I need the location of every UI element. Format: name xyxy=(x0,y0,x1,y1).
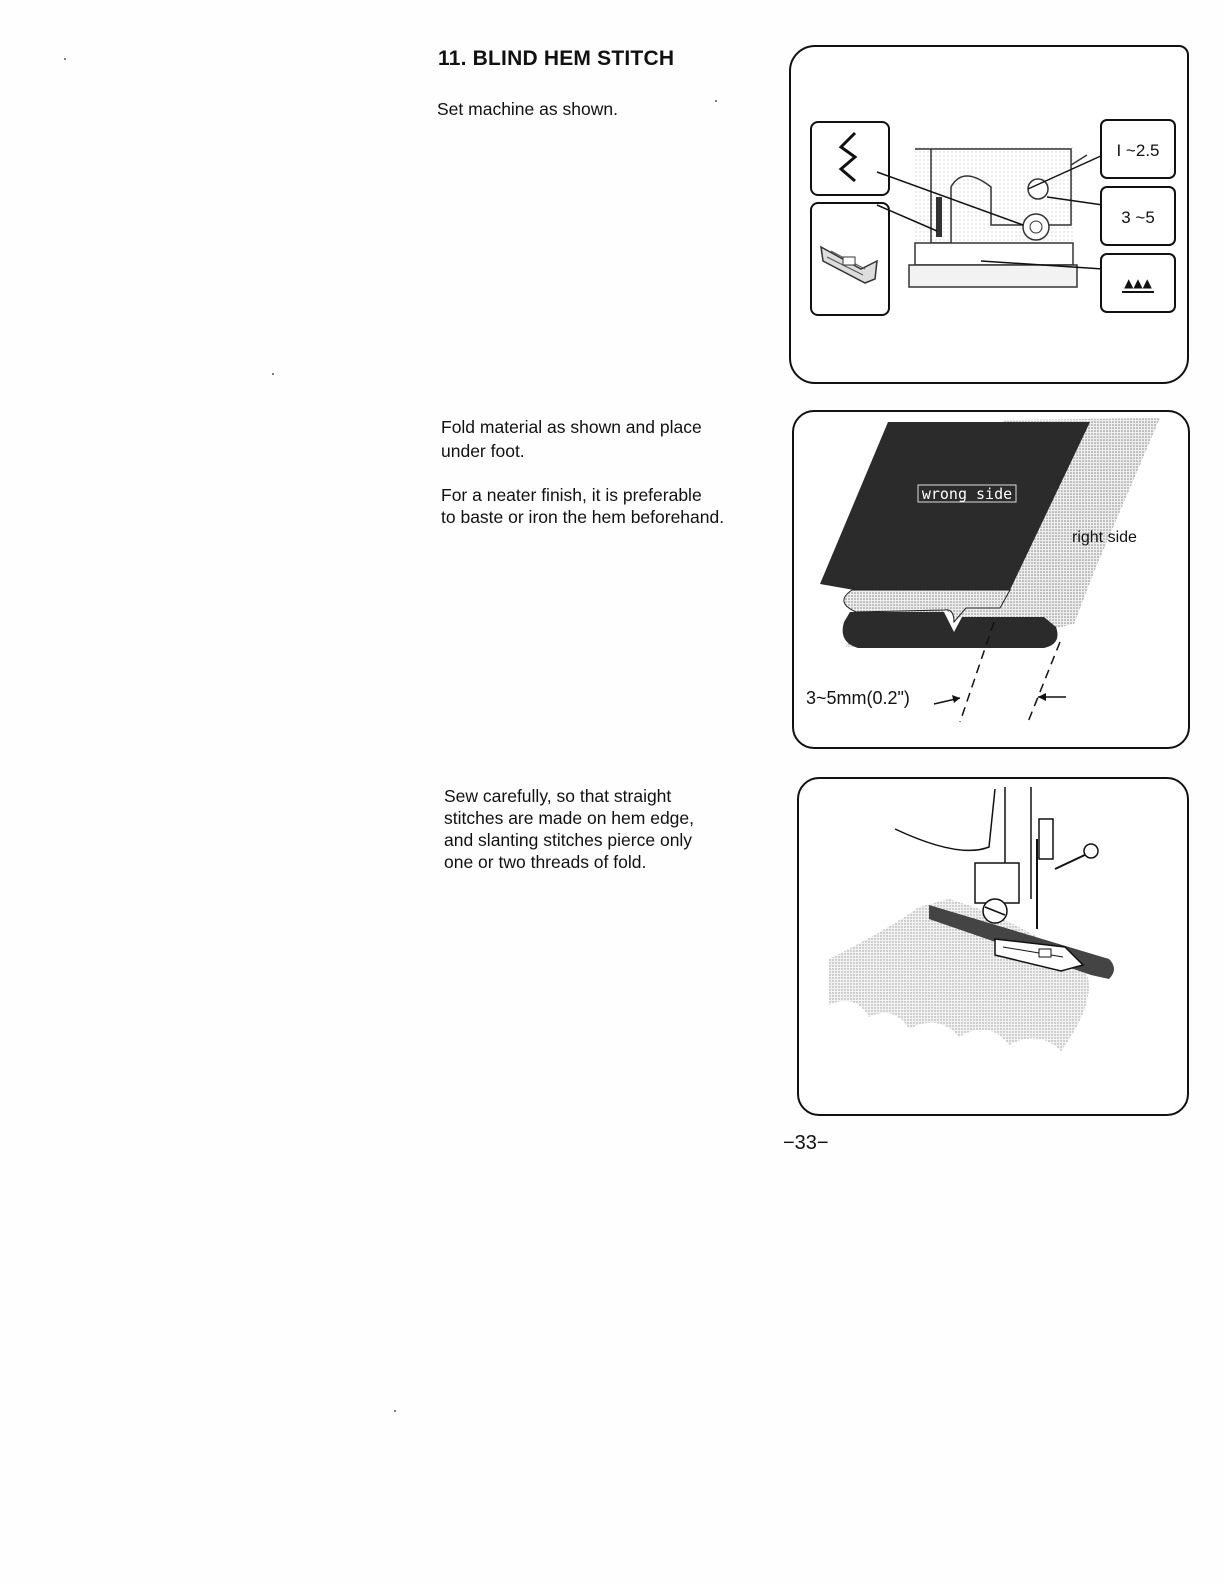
fold-instruction-line1: Fold material as shown and place xyxy=(441,417,702,437)
stitch-length-value: 3 ~5 xyxy=(1121,208,1155,227)
sewing-figure xyxy=(797,777,1189,1116)
blind-hem-pattern-icon xyxy=(811,122,889,195)
right-side-label: right side xyxy=(1072,529,1137,546)
presser-foot-icon xyxy=(811,203,889,315)
finish-instruction-line1: For a neater finish, it is preferable xyxy=(441,485,702,505)
scan-speck xyxy=(272,373,274,375)
sew-instruction-line2: stitches are made on hem edge, xyxy=(444,808,695,828)
sewing-machine-icon xyxy=(877,147,1103,287)
finish-instruction-line2: to baste or iron the hem beforehand. xyxy=(441,507,725,527)
setup-instruction: Set machine as shown. xyxy=(437,99,618,119)
fold-instruction-line2: under foot. xyxy=(441,441,525,461)
sew-instruction-line1: Sew carefully, so that straight xyxy=(444,786,672,806)
fold-diagram-figure xyxy=(792,410,1190,749)
sew-instruction-line3: and slanting stitches pierce only xyxy=(444,830,693,850)
page-number: −33− xyxy=(783,1132,829,1154)
stitch-width-value: I ~2.5 xyxy=(1116,141,1160,160)
feed-dog-up-icon: ▲▲▲ xyxy=(1124,276,1152,290)
sew-instruction-line4: one or two threads of fold. xyxy=(444,852,647,872)
folded-hem xyxy=(843,612,1058,648)
wrong-side-label: wrong side xyxy=(921,485,1013,503)
machine-head xyxy=(895,789,995,850)
scan-speck xyxy=(64,58,66,60)
scan-speck xyxy=(394,1410,396,1412)
page-title: 11. BLIND HEM STITCH xyxy=(438,47,675,70)
machine-settings-figure xyxy=(789,45,1189,384)
scan-speck xyxy=(715,100,717,102)
hem-measurement-label: 3~5mm(0.2") xyxy=(806,688,910,708)
